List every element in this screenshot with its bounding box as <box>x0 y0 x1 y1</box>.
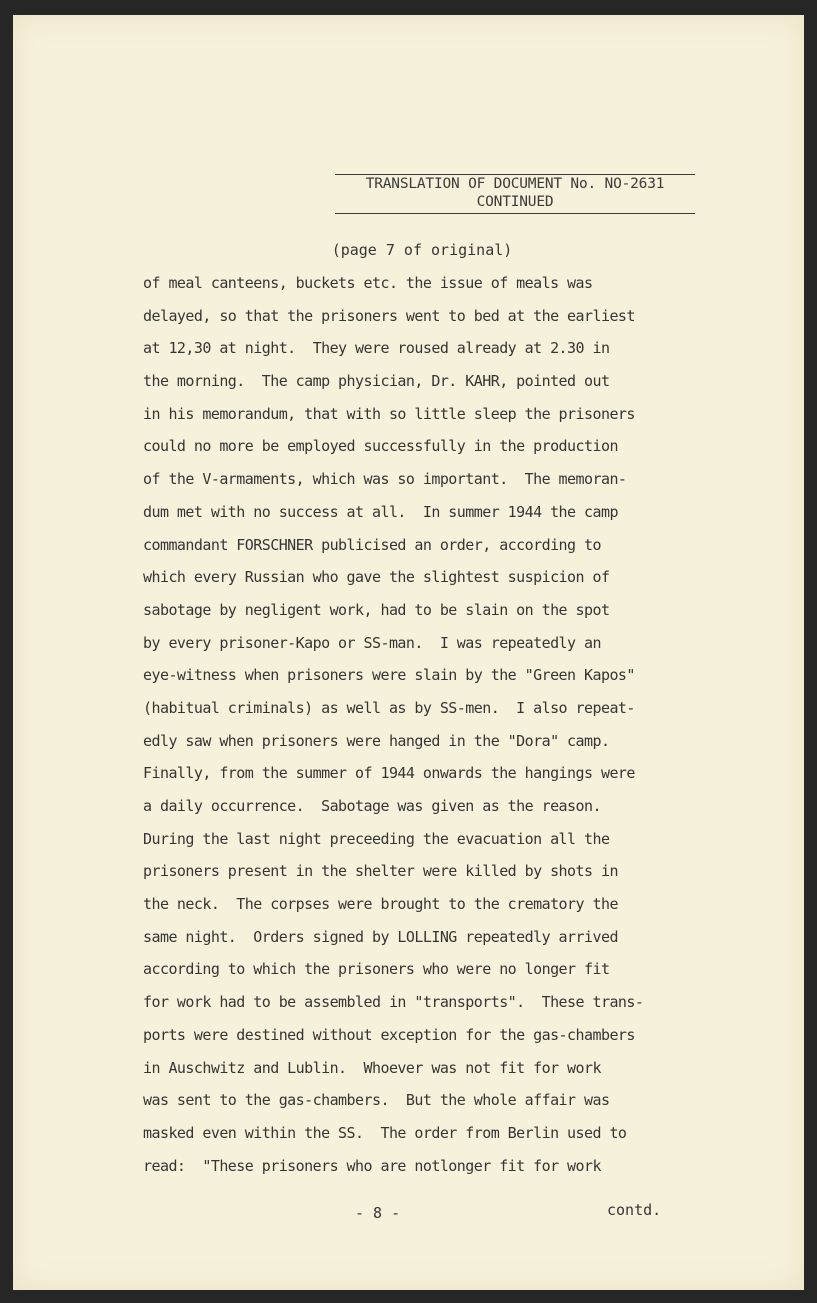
body-line: same night. Orders signed by LOLLING repeatedly arrived <box>143 927 618 946</box>
body-line: Finally, from the summer of 1944 onwards the hangings were <box>143 764 635 783</box>
body-line: (habitual criminals) as well as by SS-men. I also repeat- <box>143 698 635 717</box>
body-line: commandant FORSCHNER publicised an order, according to <box>143 535 601 554</box>
body-line: was sent to the gas-chambers. But the whole affair was <box>143 1091 610 1110</box>
body-text <box>143 271 743 1186</box>
page-number: - 8 - <box>355 1204 401 1222</box>
body-line: the neck. The corpses were brought to the crematory the <box>143 895 618 914</box>
body-line: of the V-armaments, which was so important. The memoran- <box>143 470 627 489</box>
body-line: a daily occurrence. Sabotage was given as the reason. <box>143 797 601 815</box>
body-line: of meal canteens, buckets etc. the issue of meals was <box>143 274 593 292</box>
body-line: masked even within the SS. The order from Berlin used to <box>143 1123 627 1142</box>
body-line: During the last night preceeding the evacuation all the <box>143 829 610 848</box>
body-line: sabotage by negligent work, had to be slain on the spot <box>143 600 610 619</box>
body-line: the morning. The camp physician, Dr. KAHR, pointed out <box>143 372 610 391</box>
header-title: TRANSLATION OF DOCUMENT No. NO-2631 <box>365 176 665 192</box>
body-line: read: "These prisoners who are notlonger fit for work <box>143 1156 601 1175</box>
body-line: prisoners present in the shelter were killed by shots in <box>143 862 618 881</box>
body-line: ports were destined without exception for the gas-chambers <box>143 1025 635 1044</box>
body-line: eye-witness when prisoners were slain by the "Green Kapos" <box>143 666 635 685</box>
body-line: delayed, so that the prisoners went to bed at the earliest <box>143 306 635 325</box>
page-reference: (page 7 of original) <box>331 241 513 259</box>
header-bottom-rule <box>335 213 695 214</box>
body-line: in Auschwitz and Lublin. Whoever was not fit for work <box>143 1058 601 1077</box>
body-line: at 12,30 at night. They were roused already at 2.30 in <box>143 339 610 358</box>
body-line: which every Russian who gave the slightest suspicion of <box>143 568 610 587</box>
body-line: for work had to be assembled in "transports". These trans- <box>143 993 644 1012</box>
body-line: in his memorandum, that with so little sleep the prisoners <box>143 404 635 423</box>
body-line: by every prisoner-Kapo or SS-man. I was repeatedly an <box>143 633 601 652</box>
body-line: dum met with no success at all. In summer 1944 the camp <box>143 502 618 521</box>
header-continued: CONTINUED <box>476 194 554 210</box>
body-line: edly saw when prisoners were hanged in the "Dora" camp. <box>143 731 610 750</box>
continued-note: contd. <box>607 1201 662 1219</box>
body-line: according to which the prisoners who were no longer fit <box>143 960 610 979</box>
body-line: could no more be employed successfully in the production <box>143 437 618 456</box>
document-header <box>335 174 695 214</box>
